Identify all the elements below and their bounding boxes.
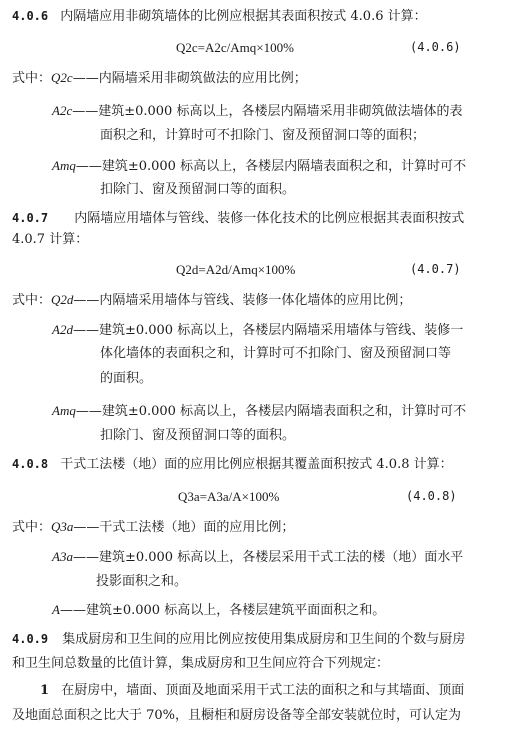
clause-4-0-9-heading <box>12 631 465 648</box>
symbol: A3a <box>52 549 73 564</box>
definition-row <box>52 549 463 566</box>
formula-4-0-6: Q2c=A2c/Amq×100% <box>176 40 294 55</box>
definition-continuation: 面积之和，计算时可不扣除门、窗及预留洞口等的面积； <box>100 128 426 143</box>
definition-continuation: 的面积。 <box>100 371 153 386</box>
definition-continuation: 扣除门、窗及预留洞口等的面积。 <box>100 182 296 197</box>
symbol: A2d <box>52 322 73 337</box>
list-item-continuation: 及地面总面积之比大于 70%，且橱柜和厨房设备等全部安装就位时，可认定为 <box>12 708 462 723</box>
clause-text-continuation: 和卫生间总数量的比值计算，集成厨房和卫生间应符合下列规定： <box>12 656 390 671</box>
definition-row <box>12 70 307 87</box>
clause-number: 4.0.8 <box>12 457 49 471</box>
clause-text: 集成厨房和卫生间的应用比例应按使用集成厨房和卫生间的个数与厨房 <box>62 632 466 647</box>
definition-row <box>12 519 294 536</box>
where-label: 式中： <box>12 520 52 535</box>
list-item-text: 在厨房中，墙面、顶面及地面采用干式工法的面积之和与其墙面、顶面 <box>61 683 465 698</box>
definition-row <box>52 158 466 175</box>
definition-text: ——建筑±0.000 标高以上，各楼层采用干式工法的楼（地）面水平 <box>72 550 464 565</box>
symbol: Amq <box>52 403 76 418</box>
definition-row <box>12 292 411 309</box>
clause-text: 干式工法楼（地）面的应用比例应根据其覆盖面积按式 4.0.8 计算： <box>60 457 453 472</box>
equation-number: (4.0.8) <box>406 489 457 503</box>
where-label: 式中： <box>12 293 52 308</box>
clause-4-0-8-heading <box>12 456 453 473</box>
clause-text: 内隔墙应用非砌筑墙体的比例应根据其表面积按式 4.0.6 计算： <box>60 9 427 24</box>
clause-4-0-7-heading <box>12 210 464 227</box>
definition-text: ——建筑±0.000 标高以上，各楼层内隔墙表面积之和，计算时可不 <box>75 404 467 419</box>
clause-text: 内隔墙应用墙体与管线、装修一体化技术的比例应根据其表面积按式 <box>74 211 465 226</box>
formula-4-0-8: Q3a=A3a/A×100% <box>178 489 280 504</box>
definition-text: ——建筑±0.000 标高以上，各楼层建筑平面面积之和。 <box>59 603 386 618</box>
definition-text: ——干式工法楼（地）面的应用比例； <box>73 520 295 535</box>
definition-continuation: 扣除门、窗及预留洞口等的面积。 <box>100 428 296 443</box>
clause-number: 4.0.7 <box>12 211 49 225</box>
symbol: Q2d <box>51 292 74 307</box>
definition-text: ——建筑±0.000 标高以上，各楼层内隔墙采用墙体与管线、装修一 <box>72 323 464 338</box>
formula-4-0-7: Q2d=A2d/Amq×100% <box>176 262 296 277</box>
definition-row <box>52 103 462 120</box>
symbol: A2c <box>52 103 73 118</box>
where-label: 式中： <box>12 71 52 86</box>
definition-continuation: 体化墙体的表面积之和，计算时可不扣除门、窗及预留洞口等 <box>100 346 452 361</box>
list-item-number: 1 <box>40 683 50 698</box>
equation-number: (4.0.6) <box>410 40 461 54</box>
definition-text: ——建筑±0.000 标高以上，各楼层内隔墙表面积之和，计算时可不 <box>75 159 467 174</box>
definition-continuation: 投影面积之和。 <box>96 574 188 589</box>
clause-text-continuation: 4.0.7 计算： <box>12 232 89 247</box>
clause-4-0-6-heading <box>12 8 427 25</box>
definition-row <box>52 403 466 420</box>
definition-row <box>52 602 385 619</box>
list-item <box>40 683 464 699</box>
definition-text: ——内隔墙采用非砌筑做法的应用比例； <box>72 71 307 86</box>
definition-text: ——内隔墙采用墙体与管线、装修一体化墙体的应用比例； <box>73 293 412 308</box>
equation-number: (4.0.7) <box>410 262 461 276</box>
symbol: Q2c <box>51 70 73 85</box>
symbol: A <box>52 602 60 617</box>
symbol: Amq <box>52 158 76 173</box>
clause-number: 4.0.9 <box>12 632 49 646</box>
definition-row <box>52 322 463 339</box>
symbol: Q3a <box>51 519 74 534</box>
clause-number: 4.0.6 <box>12 9 49 23</box>
definition-text: ——建筑±0.000 标高以上，各楼层内隔墙采用非砌筑做法墙体的表 <box>72 104 463 119</box>
